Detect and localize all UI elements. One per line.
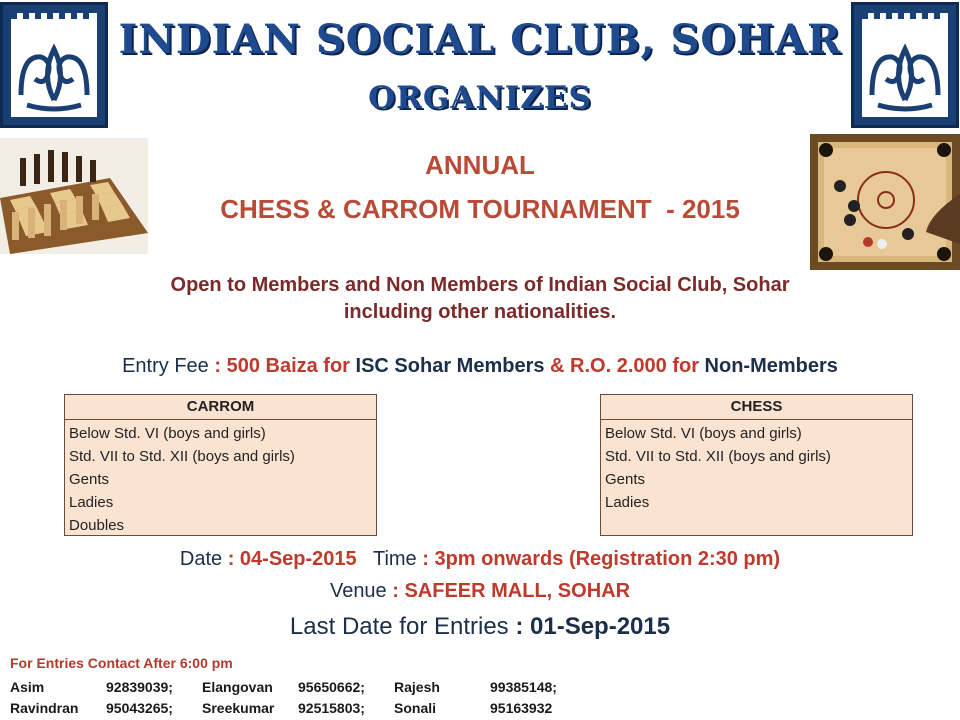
contact-name: Rajesh bbox=[394, 679, 440, 695]
contact-name: Ravindran bbox=[10, 700, 79, 716]
chess-category: Std. VII to Std. XII (boys and girls) bbox=[605, 448, 831, 465]
chess-category: Below Std. VI (boys and girls) bbox=[605, 425, 802, 442]
venue-line bbox=[0, 580, 960, 603]
contact-name: Sonali bbox=[394, 700, 437, 716]
contact-name: Elangovan bbox=[202, 679, 273, 695]
entry-fee bbox=[0, 355, 960, 378]
carrom-header: CARROM bbox=[65, 395, 376, 420]
fee-ampersand: & bbox=[550, 355, 571, 377]
carrom-category: Std. VII to Std. XII (boys and girls) bbox=[69, 448, 295, 465]
fee-nonmembers: Non-Members bbox=[704, 355, 838, 377]
last-date-value: : 01-Sep-2015 bbox=[515, 613, 671, 640]
last-date-line bbox=[0, 613, 960, 641]
contact-name: Sreekumar bbox=[202, 700, 275, 716]
venue-label: Venue bbox=[329, 580, 393, 602]
fee-member-amount: 500 Baiza for bbox=[226, 355, 356, 377]
event-annual: ANNUAL bbox=[425, 150, 535, 180]
contact-phone: 92839039; bbox=[106, 679, 173, 695]
carrom-category: Gents bbox=[69, 471, 110, 488]
chess-header: CHESS bbox=[601, 395, 912, 420]
fee-members: ISC Sohar Members bbox=[355, 355, 551, 377]
fee-separator: : bbox=[214, 355, 227, 377]
time-label: Time bbox=[356, 548, 423, 570]
carrom-category: Ladies bbox=[69, 494, 114, 511]
chess-category: Ladies bbox=[605, 494, 650, 511]
fee-nonmember-amount: R.O. 2.000 for bbox=[570, 355, 705, 377]
eligibility-text bbox=[0, 272, 960, 326]
organizes-heading: ORGANIZES bbox=[368, 80, 592, 116]
last-date-label: Last Date for Entries bbox=[289, 613, 516, 640]
contact-name: Asim bbox=[10, 679, 45, 695]
contact-heading: For Entries Contact After 6:00 pm bbox=[10, 655, 233, 671]
event-title: CHESS & CARROM TOURNAMENT - 2015 bbox=[220, 194, 740, 224]
time-value: : 3pm onwards (Registration 2:30 pm) bbox=[422, 548, 781, 570]
date-time-line bbox=[0, 548, 960, 571]
carrom-category: Below Std. VI (boys and girls) bbox=[69, 425, 266, 442]
carrom-category: Doubles bbox=[69, 517, 125, 534]
club-title: INDIAN SOCIAL CLUB, SOHAR bbox=[118, 16, 842, 63]
eligibility-line-1: Open to Members and Non Members of Indian Social Club, Sohar bbox=[170, 274, 790, 296]
date-value: : 04-Sep-2015 bbox=[227, 548, 357, 570]
fee-label: Entry Fee bbox=[122, 355, 215, 377]
contact-phone: 95163932 bbox=[490, 700, 553, 716]
contact-phone: 92515803; bbox=[298, 700, 365, 716]
eligibility-line-2: including other nationalities. bbox=[343, 301, 617, 323]
chess-category: Gents bbox=[605, 471, 646, 488]
contact-phone: 95043265; bbox=[106, 700, 173, 716]
chess-categories bbox=[600, 394, 913, 536]
date-label: Date bbox=[179, 548, 228, 570]
venue-value: : SAFEER MALL, SOHAR bbox=[392, 580, 631, 602]
carrom-categories bbox=[64, 394, 377, 536]
contact-phone: 95650662; bbox=[298, 679, 365, 695]
contact-phone: 99385148; bbox=[490, 679, 557, 695]
